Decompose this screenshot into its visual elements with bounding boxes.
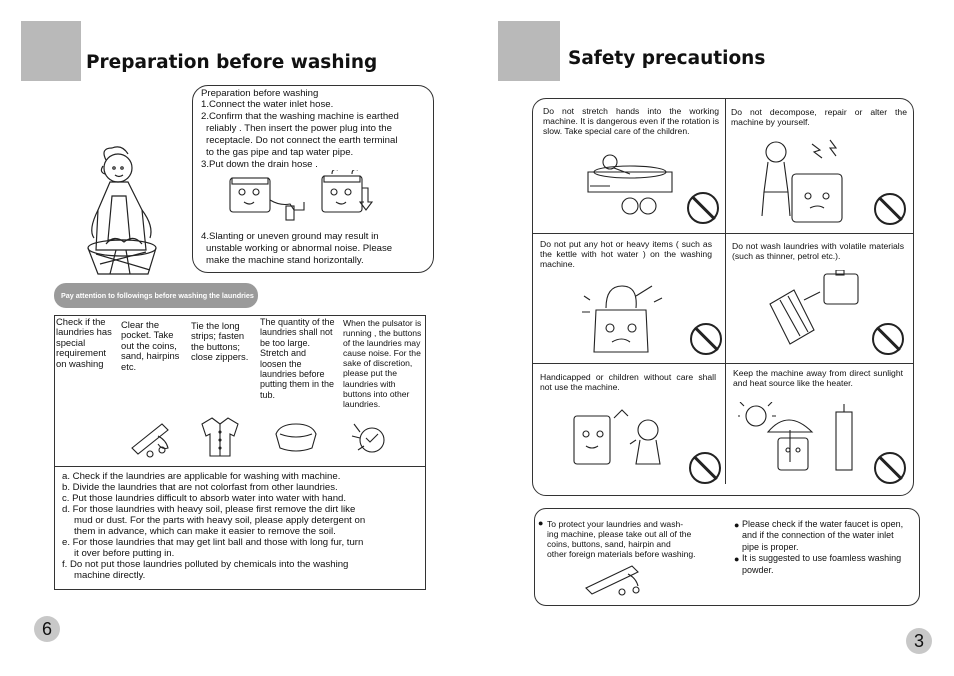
tip-foreign-line1: To protect your laundries and wash- [547,519,684,529]
prep-step-2-line1: 2.Confirm that the washing machine is earthed [201,111,399,122]
tip-bullet-icon: ● [734,520,740,530]
prep-step-2-line4: to the gas pipe and tap water pipe. [206,147,354,158]
note-d-line1: d. For those laundries with heavy soil, please first remove the dirt like [62,504,356,515]
section-marker-right [498,21,560,81]
tip-faucet-line3: pipe is proper. [742,542,799,552]
tip-foreign-line4: other foreign materials before washing. [547,549,696,559]
noise-icon [350,416,392,458]
kettle-on-machine-illustration [576,276,666,356]
section-marker-left [21,21,81,81]
hairpin-coins-icon [582,558,652,598]
tip-faucet-line2: and if the connection of the water inlet [742,530,894,540]
page-number-left: 6 [34,616,60,642]
warning-handicapped: Handicapped or children without care shall not use the machine. [540,372,716,393]
drain-hose-illustration [222,170,382,230]
tip-bullet-icon: ● [538,518,544,528]
note-d-line3: them in advance, which can make it easier to remove the soil. [74,526,336,537]
laundry-tip-check: Check if the laundries has special requirement on washing [56,316,112,369]
prep-step-3: 3.Put down the drain hose . [201,159,318,170]
table-divider [54,466,426,467]
sunlight-heater-illustration [738,402,862,474]
page-title-safety: Safety precautions [568,48,766,69]
panel-divider-row1 [533,233,913,234]
laundry-tip-fasten: Tie the long strips; fasten the buttons; close zippers. [191,320,249,363]
page-title-preparation: Preparation before washing [86,52,378,73]
prep-box-title: Preparation before washing [201,88,319,99]
warning-volatile: Do not wash laundries with volatile materials (such as thinner, petrol etc.). [732,241,904,262]
tip-faucet-line1: Please check if the water faucet is open, [742,519,904,529]
prep-step-4-line1: 4.Slanting or uneven ground may result in [201,231,379,242]
prep-step-2-line3: receptacle. Do not connect the earth terminal [206,135,398,146]
coins-hairpin-icon [128,418,178,460]
prep-step-1: 1.Connect the water inlet hose. [201,99,334,110]
laundry-tip-buttons: When the pulsator is running , the buttons of the laundries may cause noise. For the sake of discretion, please put the laundries with buttons into other laundries. [343,318,422,409]
warning-hot-items: Do not put any hot or heavy items ( such as the kettle with hot water ) on the washing machine. [540,239,712,270]
tip-powder-line2: powder. [742,565,774,575]
no-entry-icon [872,323,904,355]
note-f-line2: machine directly. [74,570,146,581]
warning-hands: Do not stretch hands into the working machine. It is dangerous even if the rotation is slow. Take special care of the children. [543,106,719,137]
no-entry-icon [689,452,721,484]
no-entry-icon [690,323,722,355]
panel-divider-vertical [725,99,726,484]
no-entry-icon [874,193,906,225]
shirt-icon [200,414,240,458]
note-b: b. Divide the laundries that are not colorfast from other laundries. [62,482,338,493]
tip-foreign-line3: coins, buttons, sand, hairpin and [547,539,671,549]
note-d-line2: mud or dust. For the parts with heavy soil, please apply detergent on [74,515,366,526]
tub-icon [272,420,320,454]
laundry-tip-pockets: Clear the pocket. Take out the coins, sand, hairpins etc. [121,319,180,372]
repair-man-illustration [752,136,852,228]
tip-bullet-icon: ● [734,554,740,564]
attention-banner-text: Pay attention to followings before washing the laundries [61,291,254,300]
note-c: c. Put those laundries difficult to absorb water into water with hand. [62,493,347,504]
note-f-line1: f. Do not put those laundries polluted by chemicals into the washing [62,559,349,570]
children-machine-illustration [570,404,670,466]
warning-sunlight: Keep the machine away from direct sunlight and heat source like the heater. [733,368,903,389]
prep-step-2-line2: reliably . Then insert the power plug into the [206,123,392,134]
child-hands-illustration [580,152,680,224]
housewife-illustration [70,140,180,280]
tip-powder-line1: It is suggested to use foamless washing [742,553,902,563]
prep-step-4-line2: unstable working or abnormal noise. Please [206,243,393,254]
warning-decompose: Do not decompose, repair or alter the machine by yourself. [731,107,907,128]
volatile-laundry-illustration [764,270,864,350]
page-number-right: 3 [906,628,932,654]
no-entry-icon [687,192,719,224]
tip-foreign-line2: ing machine, please take out all of the [547,529,692,539]
note-e-line2: it over before putting in. [74,548,175,559]
panel-divider-row2 [533,363,913,364]
note-e-line1: e. For those laundries that may get lint ball and those with long fur, turn [62,537,364,548]
prep-step-4-line3: make the machine stand horizontally. [206,255,364,266]
laundry-tip-quantity: The quantity of the laundries shall not be too large. Stretch and loosen the laundries before putting them in the tub. [260,317,335,400]
note-a: a. Check if the laundries are applicable for washing with machine. [62,471,341,482]
no-entry-icon [874,452,906,484]
